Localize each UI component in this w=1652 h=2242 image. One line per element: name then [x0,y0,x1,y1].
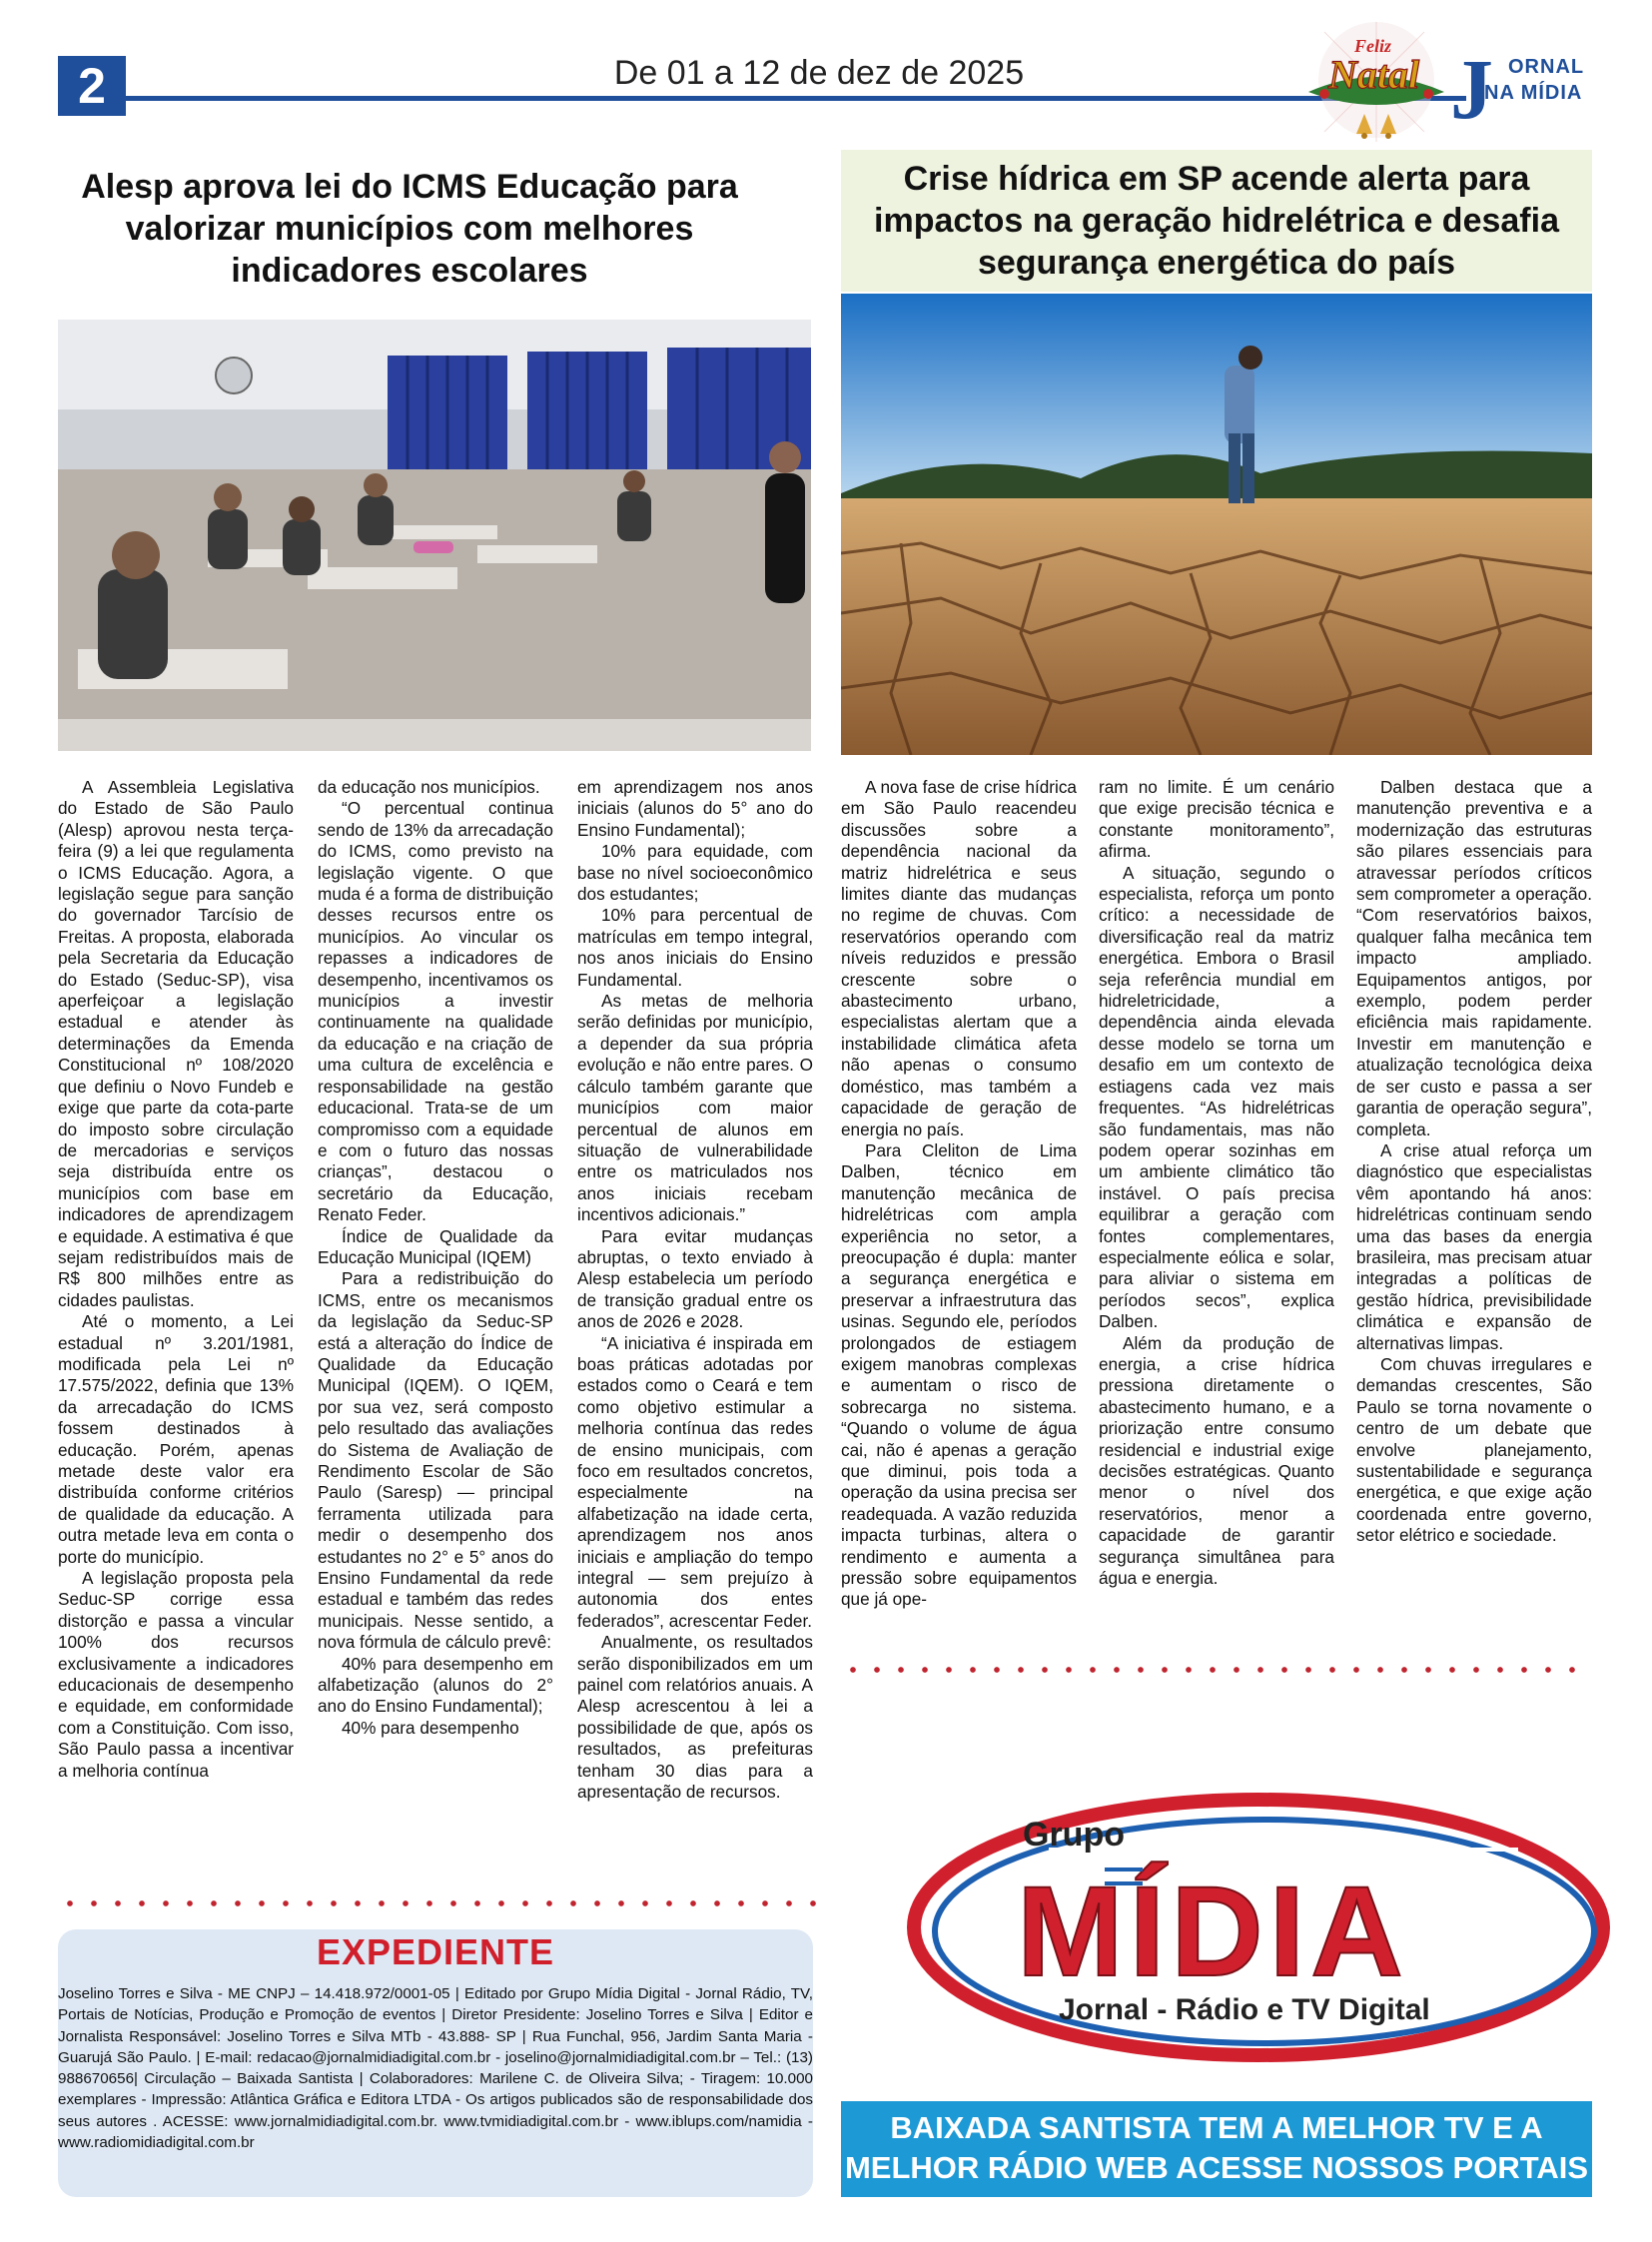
paragraph: da educação nos municípios. [318,777,540,797]
right-article-column-3 [1356,777,1592,1547]
brand-line-2: NA MÍDIA [1484,82,1583,104]
paragraph: Para a redistribuição do ICMS, entre os mecanismos da legislação da Seduc-SP está a alteração do Índice de Qualidade da Educação Municipal (IQEM). O IQEM, por sua vez, será composto pelo resultado das avaliações do Sistema de Avaliação de Rendimento Escolar de São Paulo (Saresp) — principal ferramenta utilizada para medir o desempenho dos estudantes no 2° e 5° anos do Ensino Fundamental da rede estadual e também das redes municipais. Nesse sentido, a nova fórmula de cálculo prevê: [318,1268,553,1653]
paragraph: A nova fase de crise hídrica em São Paulo reacendeu discussões sobre a dependência nacional da matriz hidrelétrica e seus limites diante das mudanças no regime de chuvas. Com reservatórios operando com níveis reduzidos e pressão crescente sobre o abastecimento urbano, especialistas alertam que a instabilidade climática afeta não apenas o consumo doméstico, mas também a capacidade de geração de energia no país. [841,777,1077,1139]
paragraph: Além da produção de energia, a crise hídrica pressiona diretamente o abastecimento humano, e a priorização entre consumo residencial e industrial exige decisões estratégicas. Quanto menor o nível dos reservatórios, menor a capacidade de garantir segurança simultânea para água e energia. [1099,1332,1334,1589]
dotted-divider [58,1899,817,1907]
paragraph: em aprendizagem nos anos iniciais (alunos do 5° ano do Ensino Fundamental); [577,777,813,840]
paragraph: As metas de melhoria serão definidas por município, a depender da sua própria evolução e não entre pares. O cálculo também garante que municípios com maior percentual de alunos em situação de vulnerabilidade entre os matriculados nos anos iniciais recebam incentivos adicionais.” [577,991,813,1225]
drought-photo [841,294,1592,755]
paragraph: “O percentual continua sendo de 13% da arrecadação do ICMS, como previsto na legislação vigente. O que muda é a forma de distribuição desses recursos entre os municípios. Ao vincular os repasses a indicadores de desempenho, incentivamos os municípios a investir continuamente na qualidade da educação e na criação de uma cultura de excelência e responsabilidade na gestão educacional. Trata-se de um compromisso com a equidade e com o futuro das nossas crianças”, destacou o secretário da Educação, Renato Feder. [318,798,553,1225]
grupo-midia-logo [899,1778,1618,2077]
promo-banner-line-2: MELHOR RÁDIO WEB ACESSE NOSSOS PORTAIS [844,2150,1589,2185]
issue-date: De 01 a 12 de dez de 2025 [613,54,1025,92]
subheading: Índice de Qualidade da Educação Municipal (IQEM) [318,1225,553,1267]
left-article-column-3 [577,777,813,1804]
page-number: 2 [58,56,126,116]
paragraph: 40% para desempenho em alfabetização (alunos do 2° ano do Ensino Fundamental); [318,1653,553,1717]
logo-tagline: Jornal - Rádio e TV Digital [1059,1993,1430,2026]
paragraph: ram no limite. É um cenário que exige precisão técnica e constante monitoramento”, afirma. [1099,777,1334,862]
paragraph: 40% para desempenho [342,1717,519,1738]
paragraph: 10% para percentual de matrículas em tempo integral, nos anos iniciais do Ensino Fundamental. [577,905,813,990]
left-article-column-2 [318,777,553,1739]
classroom-photo [58,320,811,751]
brand-line-1: ORNAL [1508,56,1585,78]
paragraph: Dalben destaca que a manutenção preventiva e a modernização das estruturas são pilares essenciais para atravessar períodos críticos sem comprometer a operação. “Com reservatórios baixos, qualquer falha mecânica tem impacto ampliado. Equipamentos antigos, por exemplo, podem perder eficiência mais rapidamente. Investir em manutenção e atualização tecnológica deixa de ser custo e passa a ser garantia de operação segura”, completa. [1356,777,1592,1139]
header-rule [58,96,1466,101]
paragraph: Anualmente, os resultados serão disponibilizados em um painel com relatórios anuais. A Alesp acrescentou à lei a possibilidade de que, após os resultados, as prefeituras tenham 30 dias para a apresentação de recursos. [577,1632,813,1803]
paragraph: A crise atual reforça um diagnóstico que especialistas vêm apontando há anos: hidrelétricas continuam sendo uma das bases da energia brasileira, mas precisam atuar integradas a políticas de gestão hídrica, previsibilidade climática e expansão de alternativas limpas. [1356,1139,1592,1353]
dotted-divider [841,1666,1592,1674]
paragraph: A situação, segundo o especialista, reforça um ponto crítico: a necessidade de diversificação real da matriz energética. Embora o Brasil seja referência mundial em hidreletricidade, a dependência ainda elevada desse modelo se torna um desafio em um contexto de estiagens cada vez mais frequentes. “As hidrelétricas são fundamentais, mas não podem operar sozinhas em um ambiente climático tão instável. O país precisa equilibrar a geração com fontes complementares, especialmente eólica e solar, para aliviar o sistema em períodos secos”, explica Dalben. [1099,862,1334,1332]
christmas-ornament-icon [1294,22,1458,152]
logo-grupo: Grupo [1023,1816,1125,1854]
brand-letter: J [1450,41,1493,137]
paragraph: Com chuvas irregulares e demandas crescentes, São Paulo se torna novamente o centro de um debate que envolve planejamento, sustentabilidade e segurança energética, e que exige ação coordenada entre governo, setor elétrico e sociedade. [1356,1353,1592,1546]
logo-midia: MÍDIA [1017,1861,1409,2003]
promo-banner-line-1: BAIXADA SANTISTA TEM A MELHOR TV E A [890,2110,1543,2145]
paragraph: 10% para equidade, com base no nível socioeconômico dos estudantes; [577,841,813,905]
xmas-natal: Natal [1328,52,1420,97]
expediente-text: Joselino Torres e Silva - ME CNPJ – 14.418.972/0001-05 | Editado por Grupo Mídia Digital - Jornal Rádio, TV, Portais de Notícias, Produção e Promoção de eventos | Diretor Presidente: Joselino Torres e Silva | Editor e Jornalista Responsável: Joselino Torres e Silva MTb - 43.888- SP | Rua Funchal, 956, Jardim Santa Maria - Guarujá São Paulo. | E-mail: redacao@jornalmidiadigital.com.br - joselino@jornalmidiadigital.com.br – Tel.: (13) 988670656| Circulação – Baixada Santista | Colaboradores: Marilene C. de Oliveira Silva; - Tiragem: 10.000 exemplares - Impressão: Atlântica Gráfica e Editora LTDA - Os artigos publicados são de responsabilidade dos seus autores . ACESSE: www.jornalmidiadigital.com.br. www.tvmidiadigital.com.br - www.iblups.com/namidia - www.radiomidiadigital.com.br [58,1985,813,2152]
paragraph: Para evitar mudanças abruptas, o texto enviado à Alesp estabelecia um período de transição gradual entre os anos de 2026 e 2028. [577,1225,813,1332]
xmas-feliz: Feliz [1354,36,1392,56]
right-article-column-1 [841,777,1077,1611]
paragraph: “A iniciativa é inspirada em boas práticas adotadas por estados como o Ceará e tem como objetivo estimular a melhoria contínua das redes de ensino municipais, com foco em resultados concretos, especialmente na alfabetização na idade certa, aprendizagem nos anos iniciais e ampliação do tempo integral — sem prejuízo à autonomia dos entes federados”, acrescentar Feder. [577,1332,813,1631]
paragraph: Até o momento, a Lei estadual nº 3.201/1981, modificada pela Lei nº 17.575/2022, definia que 13% da arrecadação do ICMS fossem destinados à educação. Porém, apenas metade deste valor era distribuída conforme critérios de qualidade da educação. A outra metade leva em conta o porte do município. [58,1311,294,1567]
left-article-column-1 [58,777,294,1782]
paragraph: A legislação proposta pela Seduc-SP corrige essa distorção e passa a vincular 100% dos recursos exclusivamente a indicadores educacionais de desempenho e equidade, em conformidade com a Constituição. Com isso, São Paulo passa a incentivar a melhoria contínua [58,1568,294,1781]
paragraph: A Assembleia Legislativa do Estado de São Paulo (Alesp) aprovou nesta terça-feira (9) a lei que regulamenta o ICMS Educação. Agora, a legislação segue para sanção do governador Tarcísio de Freitas. A proposta, elaborada pela Secretaria da Educação do Estado (Seduc-SP), visa aperfeiçoar a legislação estadual e atender às determinações da Emenda Constitucional nº 108/2020 que definiu o Novo Fundeb e exige que parte da cota-parte do imposto sobre circulação de mercadorias e serviços seja distribuída entre os municípios com base em indicadores de aprendizagem e equidade. A estimativa é que sejam redistribuídos mais de R$ 800 milhões entre as cidades paulistas. [58,777,294,1310]
paragraph: Para Cleliton de Lima Dalben, técnico em manutenção mecânica de hidrelétricas com ampla experiência no setor, a preocupação é dupla: manter a segurança energética e preservar a infraestrutura das usinas. Segundo ele, períodos prolongados de estiagem exigem manobras complexas e aumentam o risco de sobrecarga no sistema. “Quando o volume de água cai, não é apenas a geração que diminui, pois toda a operação da usina precisa ser readequada. A vazão reduzida impacta turbinas, altera o rendimento e aumenta a pressão sobre equipamentos que já ope- [841,1139,1077,1610]
left-article-title: Alesp aprova lei do ICMS Educação para valorizar municípios com melhores indicadores escolares [81,168,738,290]
right-article-title: Crise hídrica em SP acende alerta para impactos na geração hidrelétrica e desafia segurança energética do país [874,160,1559,282]
right-article-column-2 [1099,777,1334,1589]
expediente-title: EXPEDIENTE [316,1931,555,1972]
